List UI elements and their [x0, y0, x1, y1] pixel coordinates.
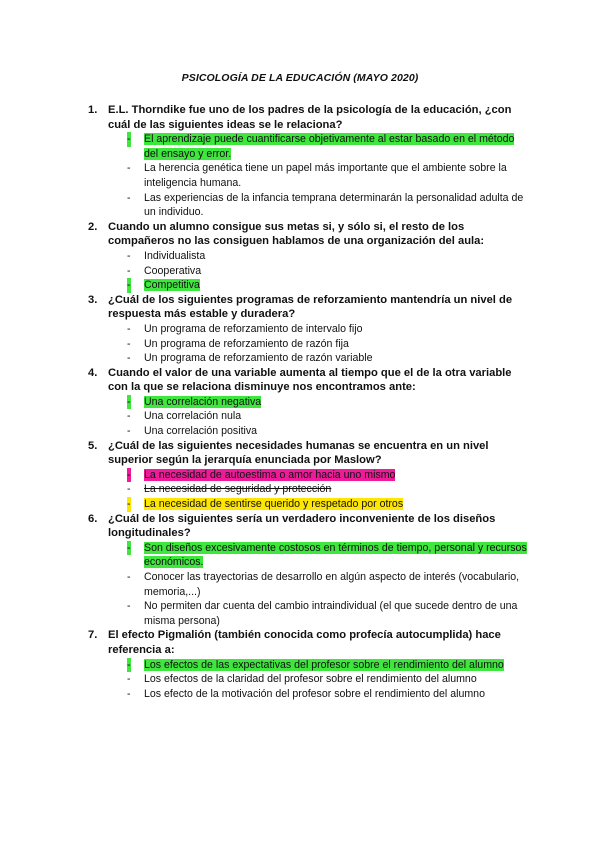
- answer-option-text: Cooperativa: [144, 264, 202, 277]
- dash-bullet-icon: -: [127, 687, 131, 700]
- question-text: [88, 220, 528, 249]
- answer-option: [127, 351, 528, 366]
- question-text: [88, 103, 528, 132]
- answer-option: [127, 570, 528, 599]
- highlighted-answer-text: Competitiva: [144, 279, 200, 292]
- dash-bullet-icon: -: [127, 483, 131, 496]
- question-5: [88, 439, 528, 512]
- question-number: 5.: [88, 439, 98, 452]
- dash-bullet-icon: -: [127, 264, 131, 277]
- question-label: ¿Cuál de los siguientes programas de reforzamiento mantendría un nivel de respuesta más estable y duradera?: [108, 293, 513, 321]
- question-text: [88, 439, 528, 468]
- option-list: [88, 249, 528, 293]
- dash-bullet-icon: -: [127, 571, 131, 583]
- highlighted-answer-text: Los efectos de las expectativas del profesor sobre el rendimiento del alumno: [144, 658, 504, 671]
- struck-answer-text: La necesidad de seguridad y protección: [144, 483, 332, 496]
- dash-bullet-icon: -: [127, 541, 131, 554]
- question-3: [88, 293, 528, 366]
- option-list: [88, 658, 528, 702]
- dash-bullet-icon: -: [127, 337, 131, 350]
- dash-bullet-icon: -: [127, 249, 131, 262]
- answer-option: [127, 264, 528, 279]
- dash-bullet-icon: -: [127, 352, 131, 365]
- dash-bullet-icon: -: [127, 468, 131, 481]
- dash-bullet-icon: -: [127, 658, 131, 671]
- question-text: [88, 293, 528, 322]
- highlighted-answer-text: La necesidad de autoestima o amor hacia uno mismo: [144, 468, 396, 481]
- answer-option: [127, 322, 528, 337]
- question-number: 1.: [88, 104, 98, 116]
- answer-option: [127, 337, 528, 352]
- answer-option: [127, 249, 528, 264]
- question-6: [88, 512, 528, 629]
- answer-option-text: Las experiencias de la infancia temprana determinarán la personalidad adulta de un individuo.: [144, 191, 524, 219]
- dash-bullet-icon: -: [127, 673, 131, 686]
- answer-option: [127, 497, 528, 512]
- answer-option-text: La herencia genética tiene un papel más importante que el ambiente sobre la inteligencia humana.: [144, 162, 507, 189]
- answer-option-text: Una correlación positiva: [144, 425, 258, 438]
- answer-option: [127, 424, 528, 439]
- highlighted-answer-text: La necesidad de sentirse querido y respetado por otros: [144, 498, 404, 511]
- answer-option: [127, 482, 528, 497]
- answer-option: [127, 132, 528, 161]
- question-label: ¿Cuál de las siguientes necesidades humanas se encuentra en un nivel superior según la jerarquía enunciada por Maslow?: [108, 439, 489, 467]
- dash-bullet-icon: -: [127, 133, 131, 146]
- answer-option-text: No permiten dar cuenta del cambio intraindividual (el que sucede dentro de una misma persona): [144, 600, 518, 627]
- question-number: 4.: [88, 366, 98, 379]
- question-list: [88, 103, 528, 701]
- dash-bullet-icon: -: [127, 322, 131, 335]
- answer-option: [127, 599, 528, 628]
- dash-bullet-icon: -: [127, 498, 131, 511]
- dash-bullet-icon: -: [127, 395, 131, 408]
- answer-option-text: Los efecto de la motivación del profesor sobre el rendimiento del alumno: [144, 687, 485, 700]
- answer-option: [127, 191, 528, 220]
- question-text: [88, 366, 528, 395]
- answer-option-text: Los efectos de la claridad del profesor sobre el rendimiento del alumno: [144, 673, 477, 686]
- option-list: [88, 541, 528, 629]
- question-number: 2.: [88, 220, 98, 233]
- answer-option: [127, 541, 528, 570]
- highlighted-answer-text: Son diseños excesivamente costosos en términos de tiempo, personal y recursos económicos.: [144, 541, 527, 569]
- dash-bullet-icon: -: [127, 425, 131, 438]
- dash-bullet-icon: -: [127, 191, 131, 204]
- question-4: [88, 366, 528, 439]
- dash-bullet-icon: -: [127, 279, 131, 292]
- question-2: [88, 220, 528, 293]
- answer-option-text: Un programa de reforzamiento de intervalo fijo: [144, 322, 363, 335]
- question-text: [88, 628, 528, 657]
- answer-option: [127, 161, 528, 190]
- question-7: [88, 628, 528, 701]
- question-label: El efecto Pigmalión (también conocida como profecía autocumplida) hace referencia a:: [108, 629, 501, 656]
- question-label: Cuando un alumno consigue sus metas si, y sólo si, el resto de los compañeros no las consiguen hablamos de una organización del aula:: [108, 220, 485, 248]
- option-list: [88, 132, 528, 220]
- question-label: Cuando el valor de una variable aumenta al tiempo que el de la otra variable con la que se relaciona disminuye nos encontramos ante:: [108, 366, 512, 394]
- dash-bullet-icon: -: [127, 162, 131, 175]
- question-1: [88, 103, 528, 220]
- answer-option: [127, 468, 528, 483]
- question-text: [88, 512, 528, 541]
- page-title: PSICOLOGÍA DE LA EDUCACIÓN (MAYO 2020): [181, 72, 419, 84]
- question-number: 7.: [88, 629, 98, 642]
- option-list: [88, 395, 528, 439]
- answer-option: [127, 658, 528, 673]
- highlighted-answer-text: Una correlación negativa: [144, 395, 262, 408]
- answer-option: [127, 409, 528, 424]
- question-number: 6.: [88, 512, 98, 525]
- dash-bullet-icon: -: [127, 600, 131, 613]
- option-list: [88, 322, 528, 366]
- question-number: 3.: [88, 293, 98, 306]
- answer-option-text: Un programa de reforzamiento de razón fija: [144, 337, 349, 350]
- answer-option: [127, 395, 528, 410]
- question-label: E.L. Thorndike fue uno de los padres de la psicología de la educación, ¿con cuál de las siguientes ideas se le relaciona?: [108, 104, 512, 131]
- option-list: [88, 468, 528, 512]
- answer-option: [127, 687, 528, 702]
- answer-option-text: Individualista: [144, 249, 206, 262]
- highlighted-answer-text: El aprendizaje puede cuantificarse objetivamente al estar basado en el método del ensayo y error.: [144, 133, 515, 160]
- answer-option: [127, 672, 528, 687]
- answer-option-text: Un programa de reforzamiento de razón variable: [144, 352, 373, 365]
- answer-option: [127, 278, 528, 293]
- answer-option-text: Una correlación nula: [144, 410, 242, 423]
- dash-bullet-icon: -: [127, 410, 131, 423]
- answer-option-text: Conocer las trayectorias de desarrollo en algún aspecto de interés (vocabulario, memoria,...): [144, 571, 520, 598]
- question-label: ¿Cuál de los siguientes sería un verdadero inconveniente de los diseños longitudinales?: [108, 512, 496, 540]
